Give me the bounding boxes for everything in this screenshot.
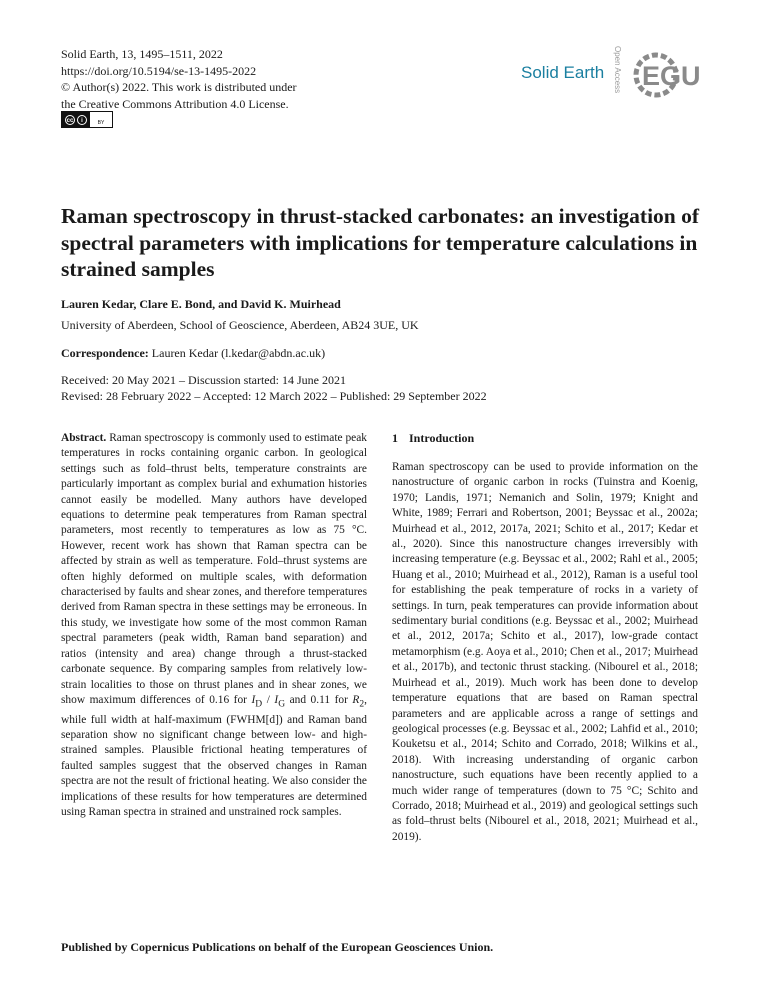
open-access-label: Open Access [613,46,622,94]
introduction-paragraph: Raman spectroscopy can be used to provide information on the nanostructure of organic carbon in rocks (Tuinstra and Koenig, 1970; Landis, 1971; Nemanich and Solin, 1979; Knight and White, 1989; Ferrari and Robertson, 2001; Beyssac et al., 2002a; Muirhead et al., 2012, 2017a, 2021; Schito et al., 2017; Kedar et al., 2020). Since this nanostructure changes irreversibly with increasing temperature (e.g. Beyssac et al., 2002; Rahl et al., 2005; Huang et al., 2010; Muirhead et al., 2012), Raman is a useful tool for establishing the peak temperature of rocks in a variety of settings. In turn, peak temperatures can provide information about sedimentary burial conditions (e.g. Beyssac et al., 2002; Muirhead et al., 2012, 2017a; Schito et al., 2017), low-grade contact metamorphism (e.g. Aoya et al., 2010; Chen et al., 2017; Muirhead et al., 2017b), and tectonic thrust stacking. (Nibourel et al., 2018; Muirhead et al., 2019). Much work has been done to develop temperature equations that are based on Raman spectral parameters and are applicable across a range of settings and geological processes (e.g. Beyssac et al., 2002; Lahfid et al., 2010; Kouketsu et al., 2014; Schito and Corrado, 2018; Wilkins et al., 2018). With increasing understanding of organic carbon nanostructure, such equations have been recently applied to a much wider range of temperatures (down to 75 °C; Schito and Corrado, 2018; Muirhead et al., 2019) and geological settings such as fold–thrust belts (Nibourel et al., 2018, 2021; Muirhead et al., 2019). [392,461,698,843]
cc-icon: cc i [62,112,90,127]
section-heading-introduction [392,431,474,446]
received-line: Received: 20 May 2021 – Discussion started: 14 June 2021 [61,373,346,387]
section-title: Introduction [409,431,475,445]
doi-link[interactable]: https://doi.org/10.5194/se-13-1495-2022 [61,63,257,78]
cc-by-label: BY [97,120,105,126]
abstract-text-2: and 0.11 for [285,693,353,706]
egu-logo[interactable] [628,44,704,106]
author-list: Lauren Kedar, Clare E. Bond, and David K. Muirhead [61,297,341,311]
cc-by-badge[interactable] [61,111,113,128]
correspondence-email[interactable]: Lauren Kedar (l.kedar@abdn.ac.uk) [151,346,326,360]
correspondence [61,346,325,361]
egu-logo-text: EGU [642,61,701,91]
publisher-footer: Published by Copernicus Publications on behalf of the European Geosciences Union. [61,940,494,954]
license-line: the Creative Commons Attribution 4.0 License. [61,96,289,111]
copyright-line: © Author(s) 2022. This work is distributed under [61,80,297,94]
section-number: 1 [392,431,398,445]
revised-line: Revised: 28 February 2022 – Accepted: 12 March 2022 – Published: 29 September 2022 [61,389,487,403]
citation: Solid Earth, 13, 1495–1511, 2022 [61,47,223,61]
article-title: Raman spectroscopy in thrust-stacked carbonates: an investigation of spectral parameters with implications for temperature calculations in strained samples [61,204,700,281]
abstract-text-1: Raman spectroscopy is commonly used to estimate peak temperatures in rocks containing organic carbon. In geological settings such as fold–thrust belts, temperature constraints are particularly important as complex burial and exhumation histories cannot easily be modelled. Many authors have developed equations to determine peak temperatures from Raman spectral parameters, most recently to temperatures as low as 75 °C. However, recent work has shown that Raman spectra can be affected by strain as well as temperature. Fold–thrust systems are often highly deformed on multiple scales, with deformation characterised by faults and shear zones, and therefore temperatures derived from Raman spectra in these settings may be erroneous. In this study, we investigate how some of the most common Raman spectral parameters (peak width, Raman band separation) and ratios (intensity and area) change through a thrust-stacked carbonate sequence. By comparing samples from relatively low-strain localities to those on thrust planes and in shear zones, we show maximum differences of 0.16 for [61,432,367,706]
correspondence-label: Correspondence: [61,346,149,360]
article-metadata [61,46,297,112]
abstract-label: Abstract. [61,432,107,444]
publication-dates [61,372,487,404]
abstract-text-3: , while full width at half-maximum (FWHM[d]) and Raman band separation show no significant change between low- and high-strained samples. Plausible frictional heating temperatures of faulted samples suggest that the observed changes in Raman spectra are not the result of frictional heating. We also consider the implications of these results for how temperatures are determined using Raman spectra in strained and unstrained rock samples. [61,693,367,819]
journal-name[interactable]: Solid Earth [521,63,605,82]
introduction-body [392,460,698,845]
affiliation: University of Aberdeen, School of Geoscience, Aberdeen, AB24 3UE, UK [61,318,419,332]
abstract: Abstract. Raman spectroscopy is commonly used to estimate peak temperatures in rocks containing organic carbon. In geological settings such as fold–thrust belts, temperature constraints are particularly important as complex burial and exhumation histories cannot easily be modelled. Many authors have developed equations to determine peak temperatures from Raman spectral parameters, most recently to temperatures as low as 75 °C. However, recent work has shown that Raman spectra can be affected by strain as well as temperature. Fold–thrust systems are often highly deformed on multiple scales, with deformation characterised by faults and shear zones, and therefore temperatures derived from Raman spectra in these settings may be erroneous. In this study, we investigate how some of the most common Raman spectral parameters (peak width, Raman band separation) and ratios (intensity and area) change through a thrust-stacked carbonate sequence. By comparing samples from relatively low-strain localities to those on thrust planes and in shear zones, we show maximum differences of 0.16 for $I_D / I_G$ and 0.11 for $R_2$, while full width at half-maximum (FWHM[d]) and Raman band separation show no significant change between low- and high-strained samples. Plausible frictional heating temperatures of faulted samples suggest that the observed changes in Raman spectra are not the result of frictional heating. We also consider the implications of these results for how temperatures are determined using Raman spectra in strained and unstrained rock samples. [61,432,367,819]
